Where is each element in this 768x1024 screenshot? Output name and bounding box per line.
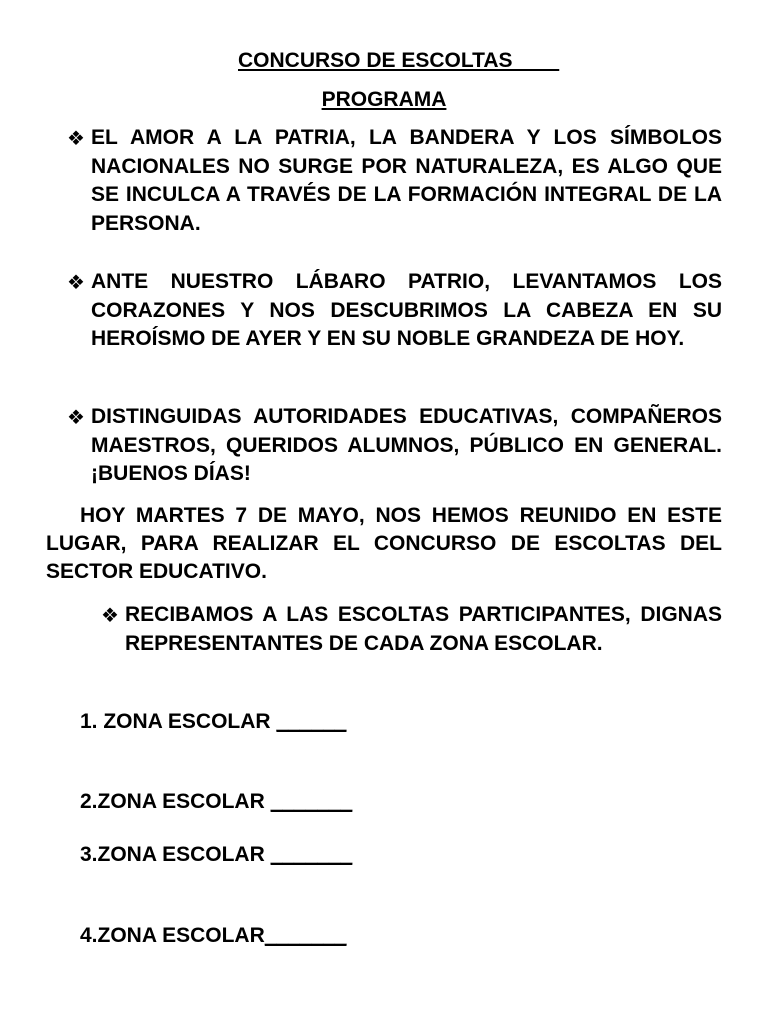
zone-list-item (80, 708, 346, 736)
bullet-text: ANTE NUESTRO LÁBARO PATRIO, LEVANTAMOS LOS CORAZONES Y NOS DESCUBRIMOS LA CABEZA EN SU HEROÍSMO DE AYER Y EN SU NOBLE GRANDEZA DE HOY. (91, 270, 722, 350)
zone-number: 3. (80, 843, 98, 866)
diamond-bullet-icon: ❖ (101, 603, 119, 627)
zone-label: ZONA ESCOLAR (97, 843, 271, 866)
diamond-bullet-icon: ❖ (67, 270, 85, 294)
bullet-item-labaro (67, 268, 722, 354)
zone-blank: ______ (276, 710, 347, 733)
bullet-text: RECIBAMOS A LAS ESCOLTAS PARTICIPANTES, DIGNAS REPRESENTANTES DE CADA ZONA ESCOLAR. (125, 603, 722, 655)
zone-blank: _______ (270, 843, 353, 866)
zone-list-item (80, 841, 352, 869)
zone-label: ZONA ESCOLAR (97, 924, 265, 947)
bullet-text: DISTINGUIDAS AUTORIDADES EDUCATIVAS, COMPAÑEROS MAESTROS, QUERIDOS ALUMNOS, PÚBLICO EN GENERAL. ¡BUENOS DÍAS! (91, 405, 722, 485)
intro-paragraph: HOY MARTES 7 DE MAYO, NOS HEMOS REUNIDO EN ESTE LUGAR, PARA REALIZAR EL CONCURSO DE ESCOLTAS DEL SECTOR EDUCATIVO. (46, 504, 722, 583)
zone-number: 1. (80, 710, 98, 733)
zone-list-item (80, 922, 347, 950)
zone-number: 2. (80, 790, 98, 813)
zone-blank: _______ (270, 790, 353, 813)
bullet-item-patria (67, 124, 722, 238)
zone-list-item (80, 788, 352, 816)
diamond-bullet-icon: ❖ (67, 405, 85, 429)
zone-blank: _______ (264, 924, 347, 947)
zone-label: ZONA ESCOLAR (97, 710, 277, 733)
zone-number: 4. (80, 924, 98, 947)
diamond-bullet-icon: ❖ (67, 126, 85, 150)
bullet-item-saludo (67, 403, 722, 489)
document-title: CONCURSO DE ESCOLTAS (238, 49, 560, 72)
bullet-item-recibamos (101, 601, 722, 658)
document-subtitle: PROGRAMA (321, 88, 447, 111)
bullet-text: EL AMOR A LA PATRIA, LA BANDERA Y LOS SÍMBOLOS NACIONALES NO SURGE POR NATURALEZA, ES ALGO QUE SE INCULCA A TRAVÉS DE LA FORMACIÓN INTEGRAL DE LA PERSONA. (91, 126, 722, 235)
zone-label: ZONA ESCOLAR (97, 790, 271, 813)
